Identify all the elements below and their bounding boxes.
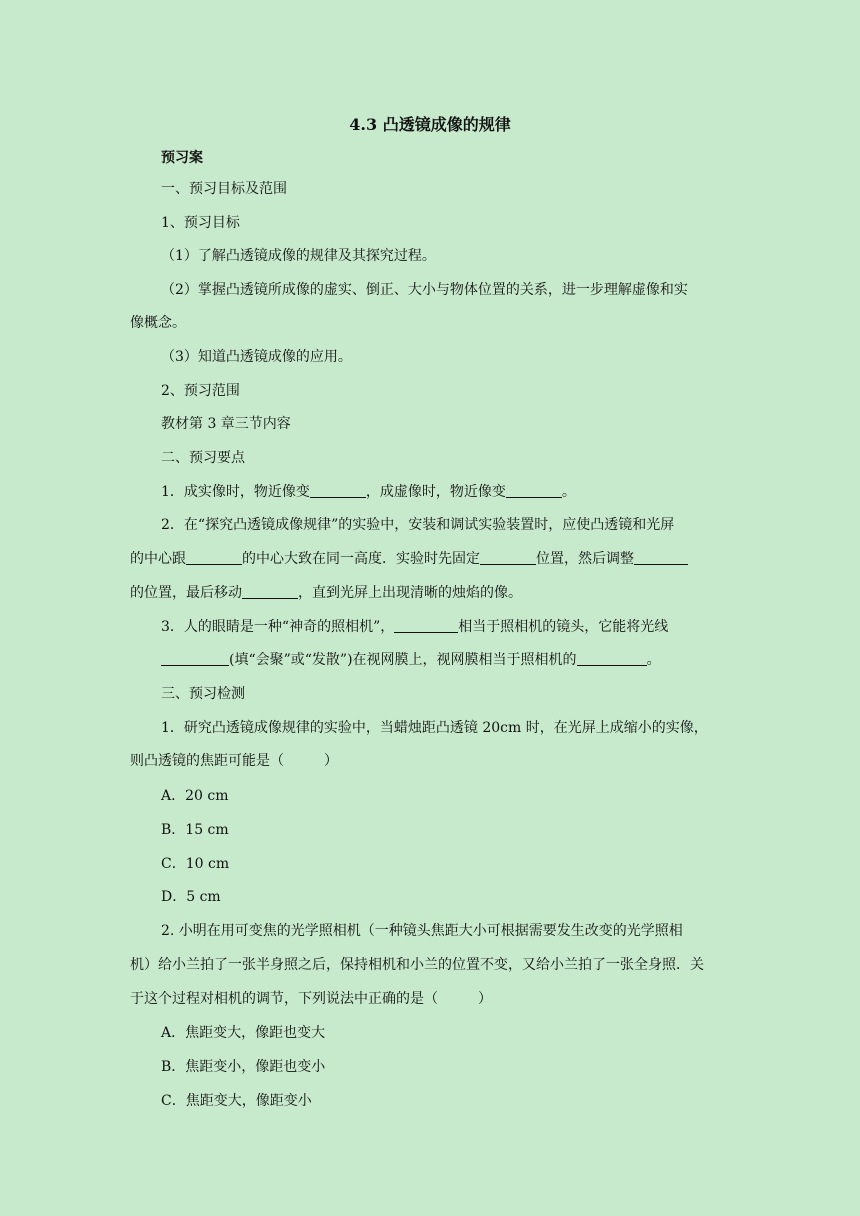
point-1 (161, 482, 761, 502)
point-1-text-c: 。 (561, 484, 576, 500)
answer-blank (242, 584, 298, 599)
answer-blank (394, 618, 458, 633)
answer-blank (506, 483, 562, 498)
question-2-line-1: 2. 小明在用可变焦的光学照相机（一种镜头焦距大小可根据需要发生改变的光学照相 (161, 923, 683, 939)
point-3-text-b2: 。 (646, 652, 661, 668)
question-2-option-a: A．焦距变大，像距也变大 (161, 1025, 326, 1041)
answer-blank (577, 651, 647, 666)
range-heading: 2、预习范围 (161, 383, 240, 399)
point-2-line-1: 2．在“探究凸透镜成像规律”的实验中，安装和调试实验装置时，应使凸透镜和光屏 (161, 517, 675, 533)
point-2-line-2 (130, 549, 730, 569)
section-heading-1: 一、预习目标及范围 (161, 181, 287, 197)
question-1-option-d: D．5 cm (161, 889, 221, 905)
question-1-option-b: B．15 cm (161, 822, 229, 838)
question-1-line-2 (130, 751, 730, 771)
question-1-text-b1: 则凸透镜的焦距可能是（ (130, 753, 284, 769)
point-2-text-c2: ，直到光屏上出现清晰的烛焰的像。 (298, 585, 522, 601)
question-2-line-2: 机）给小兰拍了一张半身照之后，保持相机和小兰的位置不变，又给小兰拍了一张全身照．关 (130, 957, 704, 973)
question-1-text-b2: ） (324, 753, 338, 769)
point-2-line-3 (130, 583, 730, 603)
range-text: 教材第 3 章三节内容 (161, 416, 291, 432)
goal-2-line-2: 像概念。 (130, 315, 186, 331)
question-2-line-3 (130, 989, 730, 1009)
point-2-text-b3: 位置，然后调整 (536, 551, 634, 567)
goal-1: （1）了解凸透镜成像的规律及其探究过程。 (161, 248, 436, 264)
point-2-text-b1: 的中心跟 (130, 551, 186, 567)
goal-2-line-1: （2）掌握凸透镜所成像的虚实、倒正、大小与物体位置的关系，进一步理解虚像和实 (161, 282, 688, 298)
question-2-option-b: B．焦距变小，像距也变小 (161, 1059, 326, 1075)
question-1-option-a: A．20 cm (161, 788, 229, 804)
answer-blank (634, 550, 688, 565)
point-1-text-b: ，成虚像时，物近像变 (365, 484, 506, 500)
answer-blank (186, 550, 242, 565)
section-heading-2: 二、预习要点 (161, 450, 245, 466)
point-2-text-b2: 的中心大致在同一高度．实验时先固定 (242, 551, 480, 567)
point-1-text-a: 1．成实像时，物近像变 (161, 484, 310, 500)
point-3-text-a1: 3．人的眼睛是一种“神奇的照相机”， (161, 619, 395, 635)
answer-blank (161, 651, 229, 666)
point-3-line-2 (161, 650, 761, 670)
question-1-line-1: 1．研究凸透镜成像规律的实验中，当蜡烛距凸透镜 20cm 时，在光屏上成缩小的实像， (161, 720, 708, 736)
answer-blank (310, 483, 366, 498)
answer-blank (480, 550, 536, 565)
goal-heading: 1、预习目标 (161, 215, 240, 231)
heading-preview: 预习案 (161, 150, 203, 166)
section-heading-3: 三、预习检测 (161, 686, 245, 702)
point-2-text-c1: 的位置，最后移动 (130, 585, 242, 601)
point-3-line-1 (161, 617, 761, 637)
point-3-text-a2: 相当于照相机的镜头，它能将光线 (458, 619, 669, 635)
question-1-option-c: C．10 cm (161, 856, 230, 872)
goal-3: （3）知道凸透镜成像的应用。 (161, 349, 352, 365)
page-title: 4.3 凸透镜成像的规律 (349, 115, 511, 134)
point-3-text-b1: (填“会聚”或“发散”)在视网膜上，视网膜相当于照相机的 (229, 652, 577, 668)
question-2-option-c: C．焦距变大，像距变小 (161, 1093, 312, 1109)
question-2-text-c2: ） (478, 991, 492, 1007)
question-2-text-c1: 于这个过程对相机的调节，下列说法中正确的是（ (130, 991, 438, 1007)
